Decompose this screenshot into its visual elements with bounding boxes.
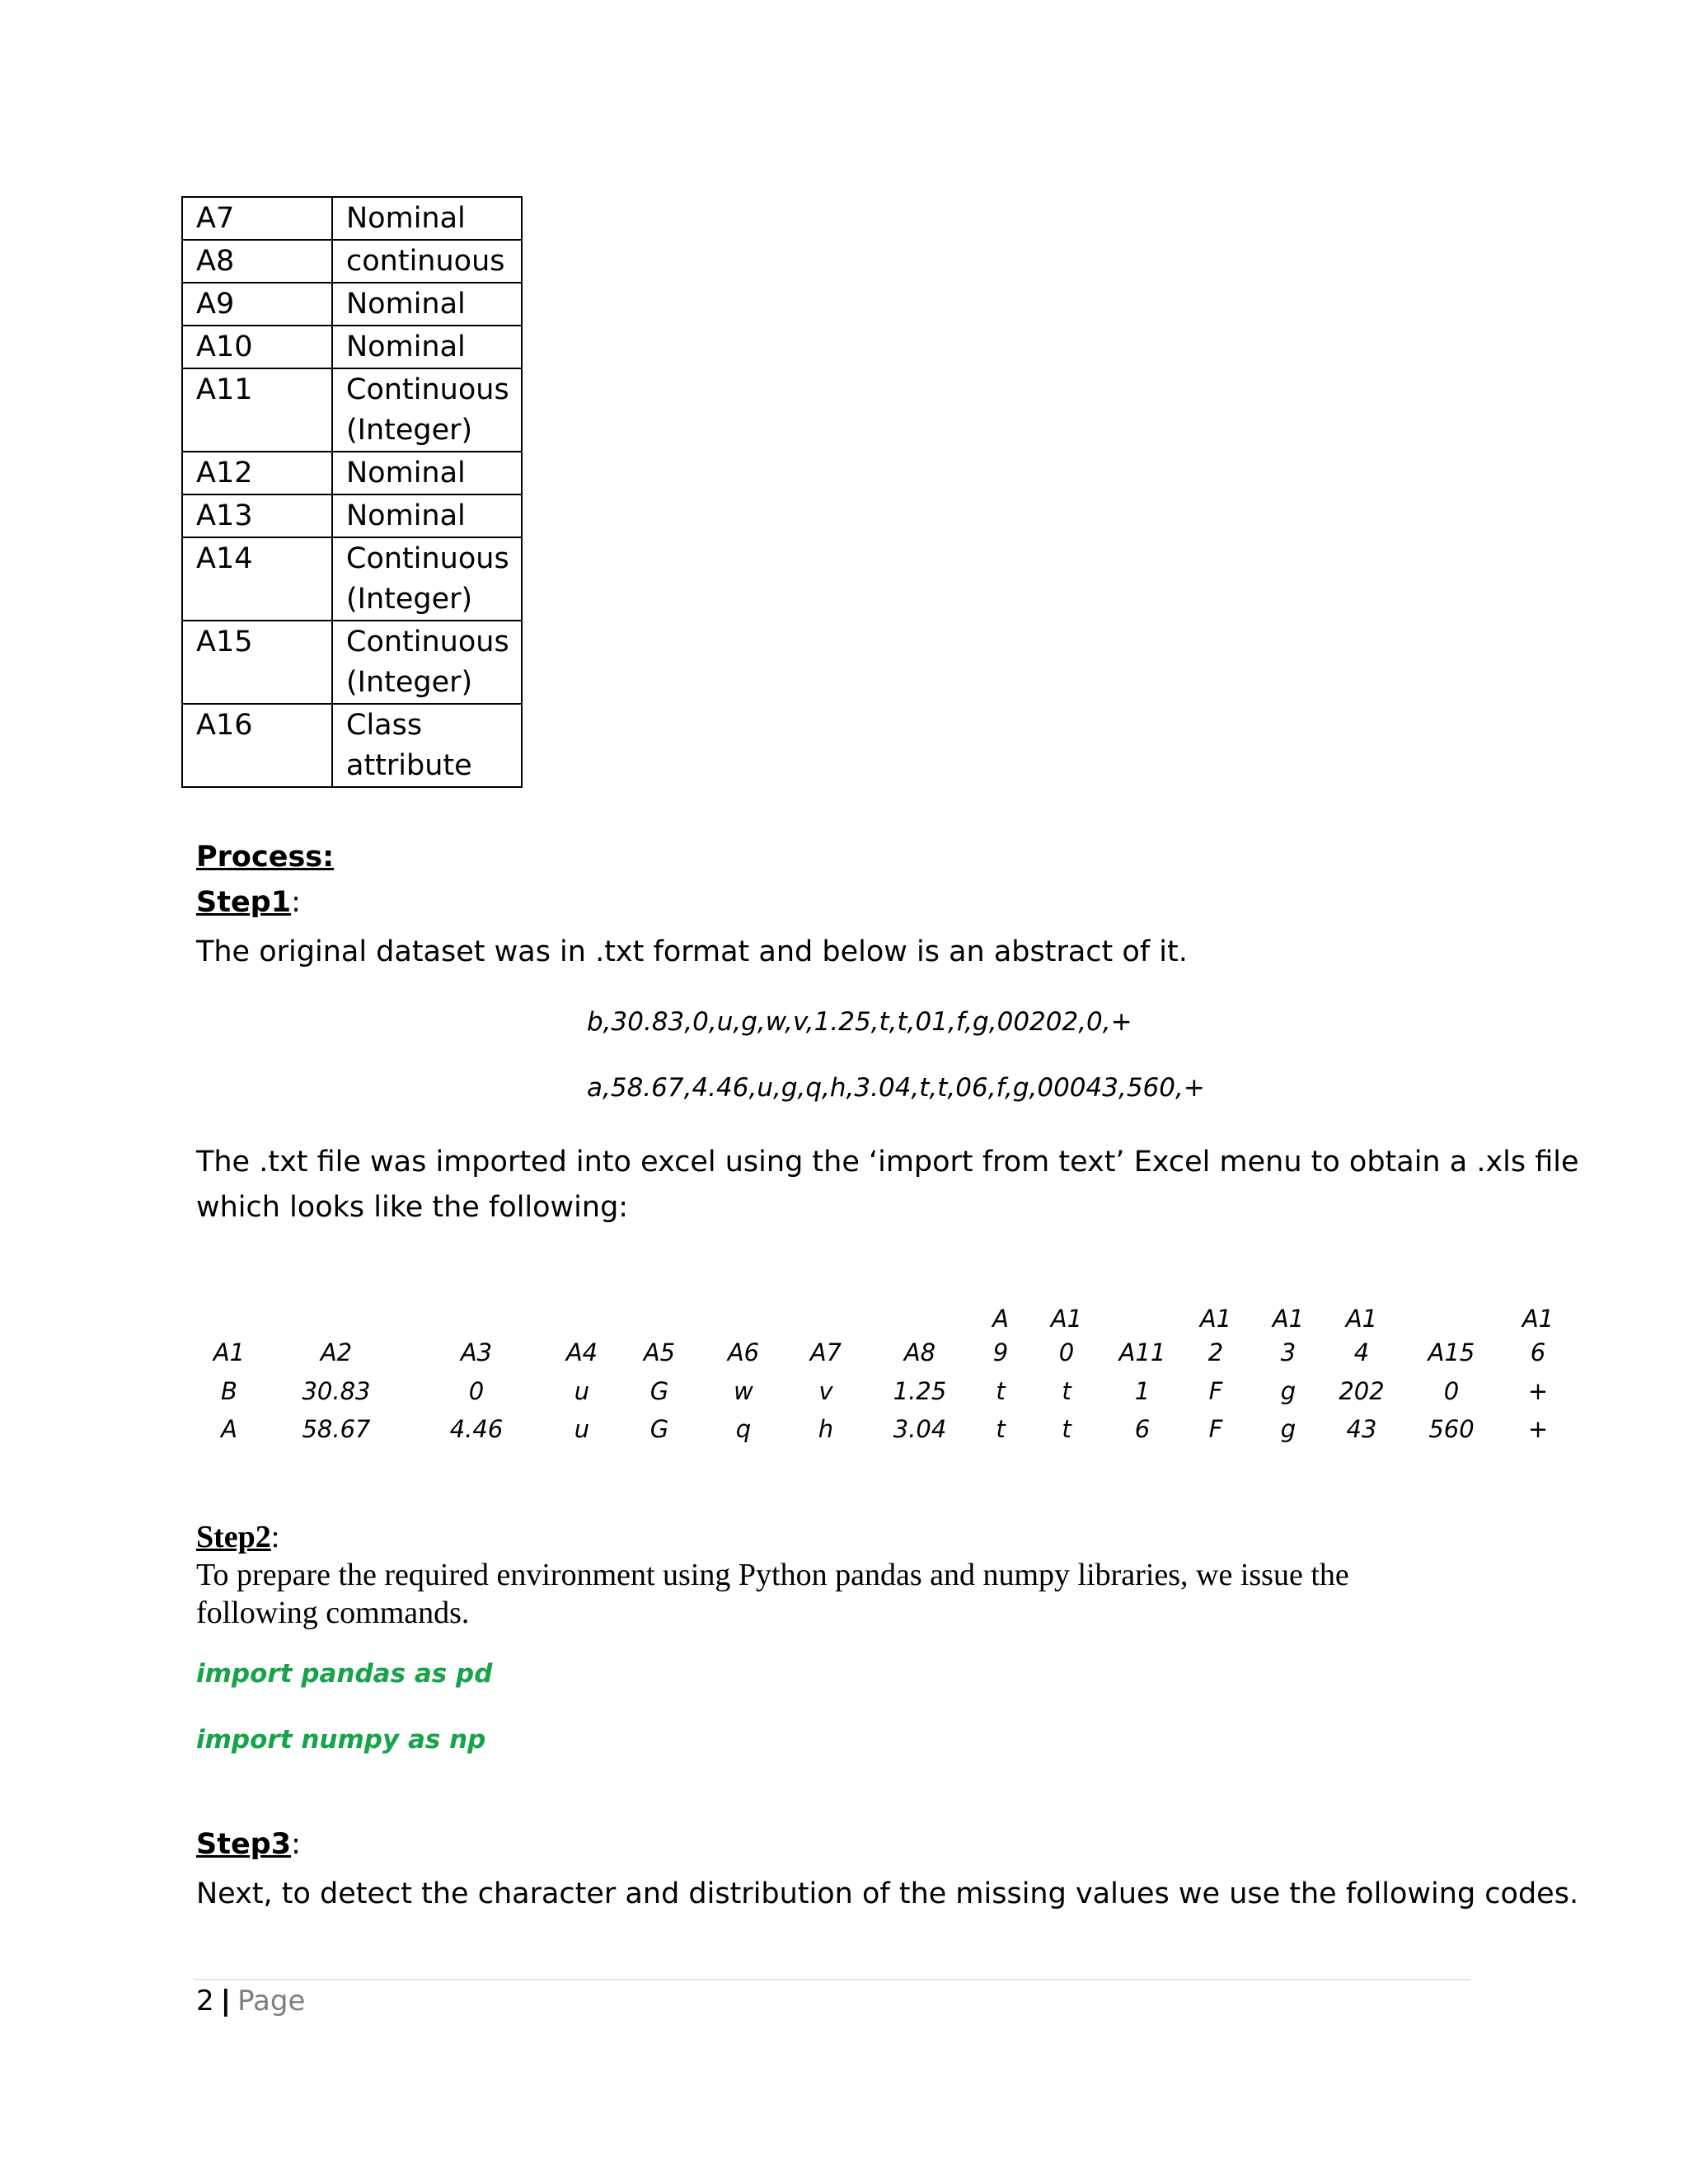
attribute-row (182, 452, 522, 494)
excel-data-cell: + (1527, 1377, 1549, 1405)
attribute-name-cell: A7 (182, 197, 332, 240)
excel-data-cell: g (1280, 1415, 1296, 1443)
excel-header-cell: A6 (727, 1338, 760, 1366)
attribute-type-table (181, 196, 523, 788)
attribute-type-cell: Nominal (332, 197, 522, 240)
step3-heading: Step3: (196, 1828, 301, 1861)
excel-header-top-cell: A1 (1272, 1305, 1305, 1333)
step3-heading-text: Step3 (196, 1828, 292, 1861)
attribute-name-cell: A13 (182, 494, 332, 537)
attribute-row (182, 621, 522, 704)
excel-data-cell: u (574, 1377, 590, 1405)
step3-text: Next, to detect the character and distribution of the missing values we use the following codes. (196, 1877, 1579, 1910)
step2-text-line-1: To prepare the required environment using Python pandas and numpy libraries, we issue the (196, 1558, 1349, 1592)
excel-data-cell: g (1280, 1377, 1296, 1405)
excel-header-cell: A1 (213, 1338, 246, 1366)
excel-data-cell: v (818, 1377, 833, 1405)
excel-header-top-cell: A (992, 1305, 1009, 1333)
step2-text-line-2: following commands. (196, 1596, 470, 1630)
attribute-row (182, 704, 522, 787)
excel-data-cell: F (1208, 1377, 1223, 1405)
import-text-line-2: which looks like the following: (196, 1191, 629, 1224)
attribute-name-cell: A11 (182, 368, 332, 452)
excel-header-cell: 6 (1530, 1338, 1546, 1366)
import-text-line-1: The .txt file was imported into excel using the ‘import from text’ Excel menu to obtain a .xls file (196, 1146, 1579, 1179)
attribute-name-cell: A15 (182, 621, 332, 704)
attribute-name-cell: A9 (182, 283, 332, 326)
excel-data-cell: 6 (1134, 1415, 1151, 1443)
attribute-type-cell: Nominal (332, 494, 522, 537)
excel-data-cell: u (574, 1415, 590, 1443)
excel-data-cell: 4.46 (449, 1415, 504, 1443)
page-footer (196, 1981, 305, 2021)
footer-separator: | (220, 1985, 232, 2018)
attribute-name-cell: A12 (182, 452, 332, 494)
excel-header-cell: 3 (1280, 1338, 1296, 1366)
excel-data-cell: G (649, 1415, 669, 1443)
excel-header-cell: 2 (1207, 1338, 1224, 1366)
page-number: 2 (196, 1985, 214, 2018)
step1-text: The original dataset was in .txt format and below is an abstract of it. (196, 935, 1188, 968)
excel-data-cell: 43 (1346, 1415, 1377, 1443)
code-line-import-pandas: import pandas as pd (196, 1659, 493, 1689)
excel-header-top-cell: A1 (1050, 1305, 1083, 1333)
excel-data-cell: 3.04 (893, 1415, 947, 1443)
step2-heading: Step2: (196, 1520, 280, 1554)
excel-header-cell: A2 (320, 1338, 353, 1366)
attribute-row (182, 283, 522, 326)
attribute-type-cell: Continuous (Integer) (332, 368, 522, 452)
attribute-type-cell: Continuous (Integer) (332, 537, 522, 621)
excel-data-cell: t (996, 1415, 1006, 1443)
excel-data-cell: 0 (468, 1377, 485, 1405)
excel-data-cell: G (649, 1377, 669, 1405)
excel-data-cell: A (221, 1415, 237, 1443)
page-label: Page (237, 1985, 306, 2018)
excel-data-cell: t (1062, 1415, 1071, 1443)
excel-data-cell: F (1208, 1415, 1223, 1443)
attribute-row (182, 537, 522, 621)
attribute-row (182, 368, 522, 452)
attribute-name-cell: A14 (182, 537, 332, 621)
excel-data-cell: q (735, 1415, 752, 1443)
attribute-type-cell: continuous (332, 240, 522, 283)
attribute-name-cell: A8 (182, 240, 332, 283)
step1-heading: Step1: (196, 886, 301, 919)
excel-data-cell: 560 (1428, 1415, 1475, 1443)
excel-header-cell: A4 (565, 1338, 598, 1366)
process-heading-text: Process (196, 841, 323, 874)
step1-heading-text: Step1 (196, 886, 292, 919)
process-heading: Process: (196, 841, 335, 874)
excel-data-cell: 1.25 (893, 1377, 947, 1405)
code-line-import-numpy: import numpy as np (196, 1725, 486, 1755)
excel-header-cell: A8 (903, 1338, 936, 1366)
excel-data-cell: B (221, 1377, 237, 1405)
excel-data-cell: t (996, 1377, 1006, 1405)
excel-header-top-cell: A1 (1522, 1305, 1554, 1333)
excel-data-cell: t (1062, 1377, 1071, 1405)
attribute-name-cell: A16 (182, 704, 332, 787)
footer-rule (195, 1979, 1470, 1980)
attribute-row (182, 494, 522, 537)
excel-data-cell: 30.83 (302, 1377, 371, 1405)
excel-data-cell: 0 (1443, 1377, 1460, 1405)
attribute-type-cell: Class attribute (332, 704, 522, 787)
excel-data-cell: h (818, 1415, 834, 1443)
attribute-row (182, 240, 522, 283)
excel-header-cell: 0 (1058, 1338, 1075, 1366)
excel-header-cell: A7 (809, 1338, 842, 1366)
excel-header-top-cell: A1 (1345, 1305, 1378, 1333)
attribute-type-cell: Continuous (Integer) (332, 621, 522, 704)
excel-data-cell: + (1527, 1415, 1549, 1443)
attribute-type-cell: Nominal (332, 452, 522, 494)
excel-data-cell: 58.67 (302, 1415, 371, 1443)
attribute-row (182, 197, 522, 240)
attribute-name-cell: A10 (182, 326, 332, 368)
excel-data-cell: 1 (1134, 1377, 1151, 1405)
raw-data-line-1: b,30.83,0,u,g,w,v,1.25,t,t,01,f,g,00202,0,+ (587, 1007, 1132, 1037)
excel-header-top-cell: A1 (1199, 1305, 1232, 1333)
attribute-type-cell: Nominal (332, 326, 522, 368)
excel-header-cell: A11 (1118, 1338, 1166, 1366)
excel-header-cell: A5 (643, 1338, 676, 1366)
step2-heading-text: Step2 (196, 1520, 271, 1554)
excel-header-cell: A15 (1428, 1338, 1475, 1366)
excel-data-cell: w (734, 1377, 753, 1405)
raw-data-line-2: a,58.67,4.46,u,g,q,h,3.04,t,t,06,f,g,00043,560,+ (587, 1073, 1205, 1103)
excel-header-cell: 4 (1353, 1338, 1370, 1366)
excel-data-cell: 202 (1339, 1377, 1385, 1405)
attribute-row (182, 326, 522, 368)
excel-header-cell: 9 (992, 1338, 1009, 1366)
excel-header-cell: A3 (460, 1338, 493, 1366)
attribute-type-cell: Nominal (332, 283, 522, 326)
